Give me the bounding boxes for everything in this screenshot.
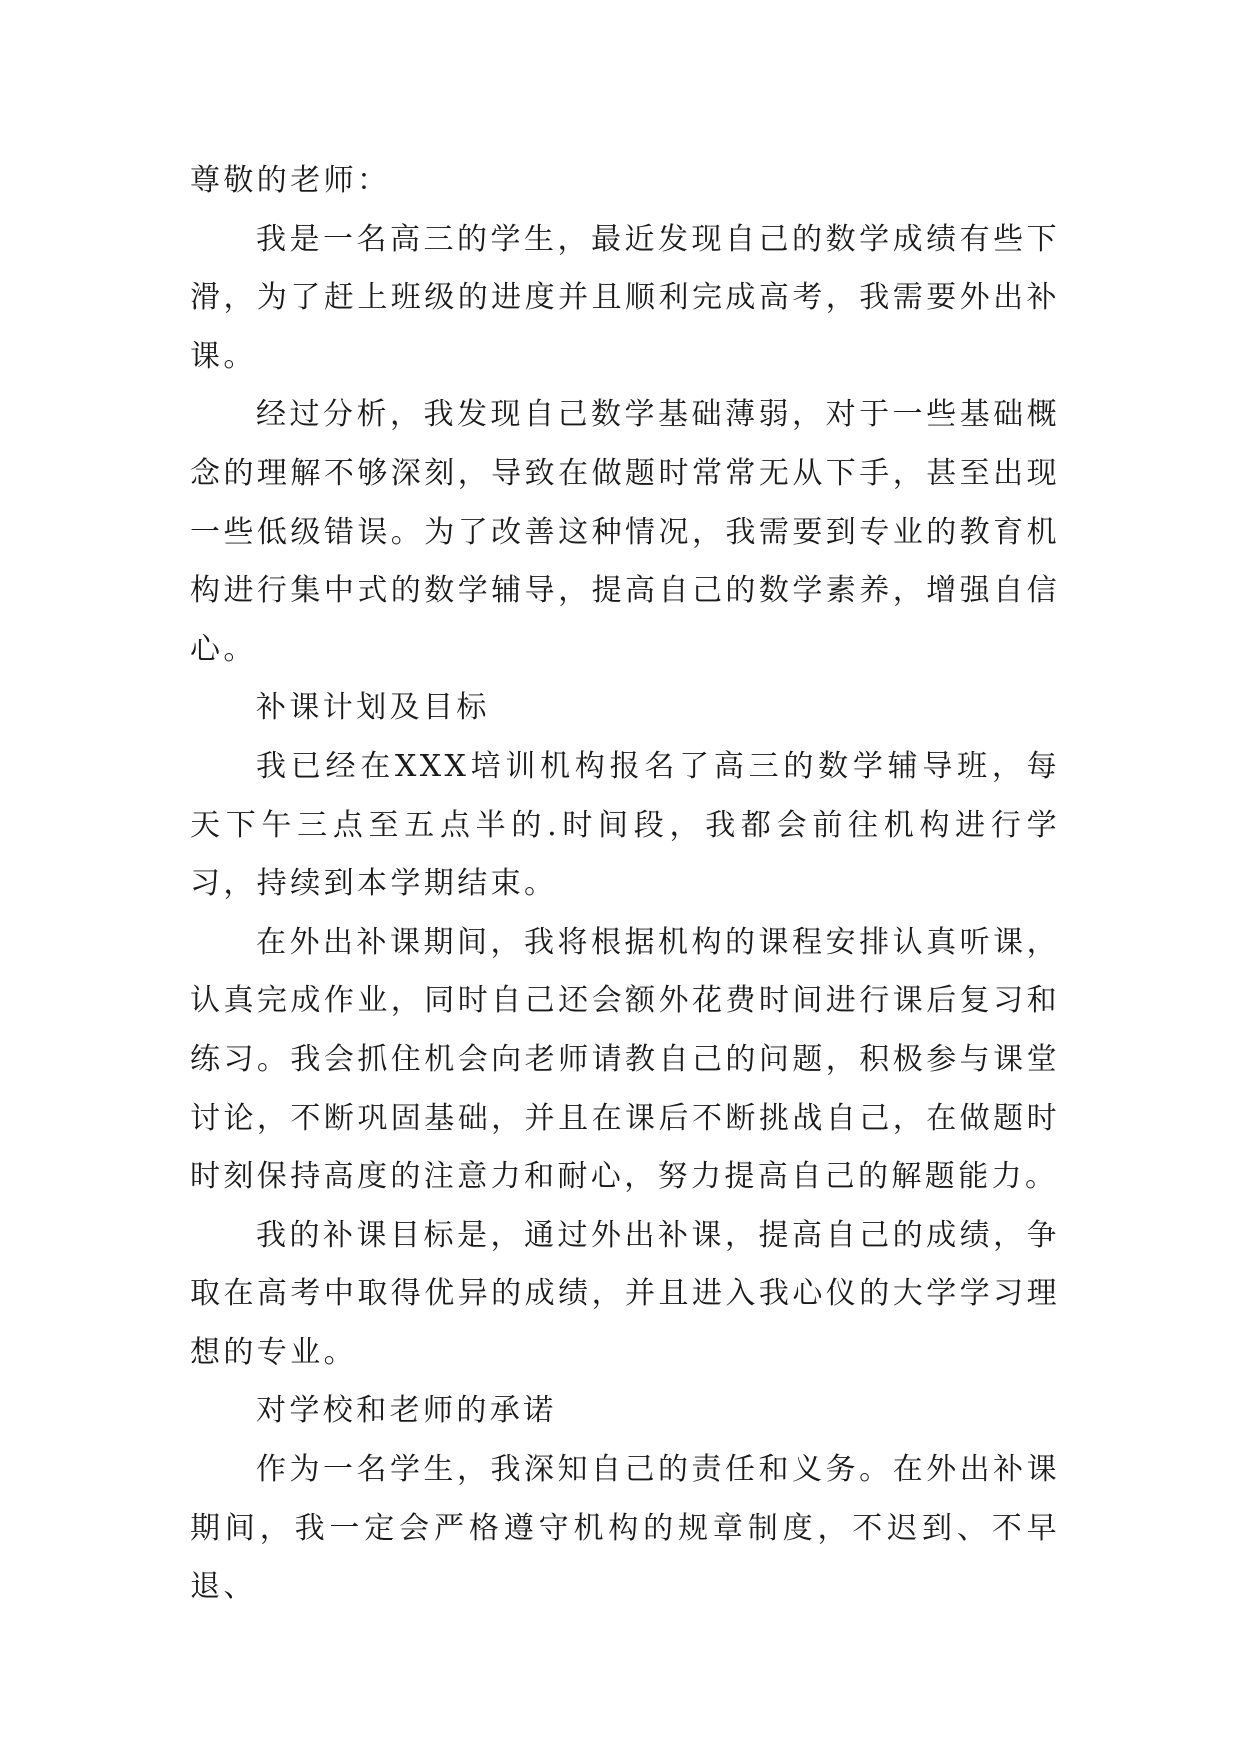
letter-body xyxy=(190,152,1060,1617)
paragraph-promise: 作为一名学生，我深知自己的责任和义务。在外出补课期间，我一定会严格遵守机构的规章制度，不迟到、不早退、 xyxy=(190,1452,1060,1605)
section-heading-plan: 补课计划及目标 xyxy=(256,690,490,726)
section-heading-promise: 对学校和老师的承诺 xyxy=(256,1393,557,1429)
paragraph-enrollment: 我已经在XXX培训机构报名了高三的数学辅导班，每天下午三点至五点半的.时间段，我都会前往机构进行学习，持续到本学期结束。 xyxy=(190,748,1060,902)
paragraph-study-commitment: 在外出补课期间，我将根据机构的课程安排认真听课，认真完成作业，同时自己还会额外花费时间进行课后复习和练习。我会抓住机会向老师请教自己的问题，积极参与课堂讨论，不断巩固基础，并且在课后不断挑战自己，在做题时时刻保持高度的注意力和耐心，努力提高自己的解题能力。 xyxy=(190,924,1060,1195)
paragraph-goal: 我的补课目标是，通过外出补课，提高自己的成绩，争取在高考中取得优异的成绩，并且进入我心仪的大学学习理想的专业。 xyxy=(190,1217,1060,1370)
paragraph-analysis: 经过分析，我发现自己数学基础薄弱，对于一些基础概念的理解不够深刻，导致在做题时常常无从下手，甚至出现一些低级错误。为了改善这种情况，我需要到专业的教育机构进行集中式的数学辅导，提高自己的数学素养，增强自信心。 xyxy=(190,397,1060,667)
salutation: 尊敬的老师： xyxy=(190,163,391,198)
paragraph-situation: 我是一名高三的学生，最近发现自己的数学成绩有些下滑，为了赶上班级的进度并且顺利完成高考，我需要外出补课。 xyxy=(190,221,1060,374)
